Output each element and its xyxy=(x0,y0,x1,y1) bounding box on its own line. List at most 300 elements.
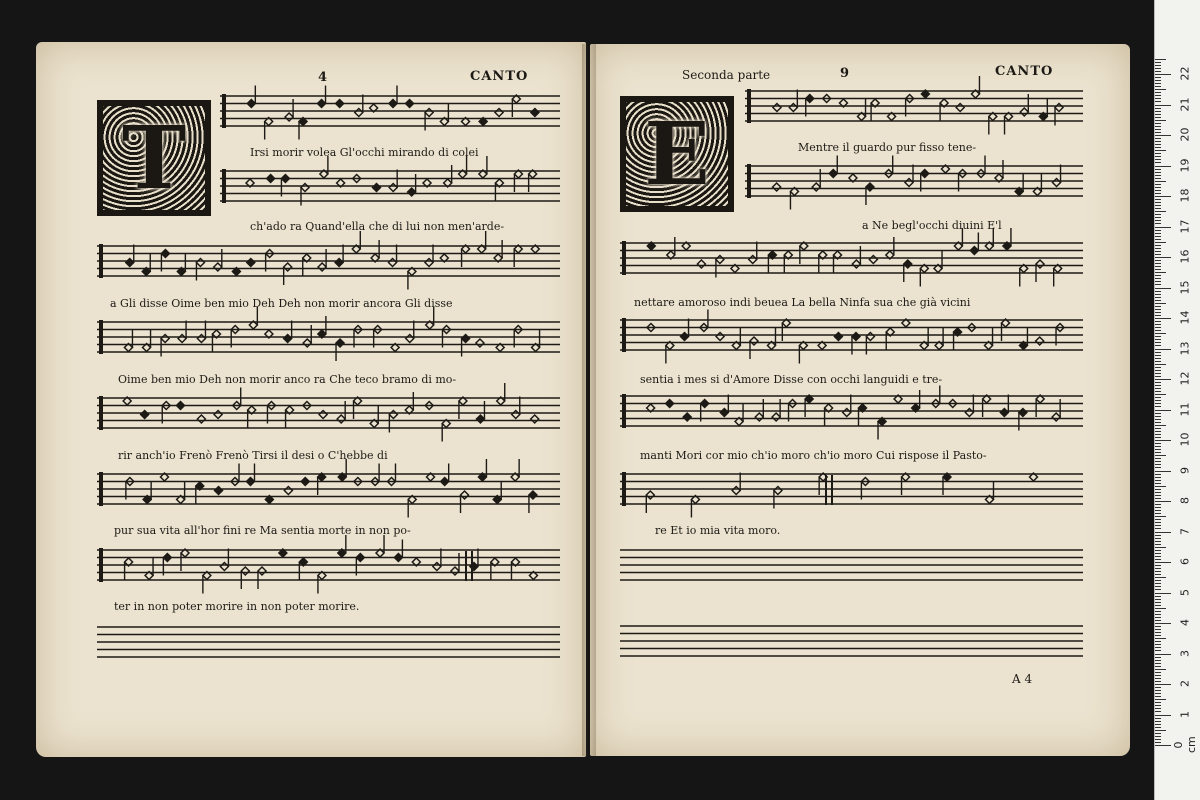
note-head xyxy=(701,400,709,408)
note-head xyxy=(406,100,414,108)
ruler-tick xyxy=(1155,242,1166,243)
clef-mark xyxy=(99,320,103,354)
measuring-ruler xyxy=(1154,0,1200,800)
note-head xyxy=(197,335,205,343)
note-head xyxy=(433,563,441,571)
ruler-tick xyxy=(1155,699,1166,700)
left-lyric-line-1: Irsi morir volea Gl'occhi mirando di colei xyxy=(250,146,479,159)
left-staff-3 xyxy=(97,231,560,290)
note-head xyxy=(905,179,913,187)
note-head xyxy=(161,335,169,343)
ruler-tick xyxy=(1155,336,1161,337)
ruler-tick xyxy=(1155,577,1166,578)
ruler-tick xyxy=(1155,138,1161,139)
ruler-tick xyxy=(1155,623,1171,624)
note-head xyxy=(531,415,539,423)
ruler-tick xyxy=(1155,559,1161,560)
clef-mark xyxy=(622,241,626,275)
ruler-tick xyxy=(1155,660,1161,661)
note-head xyxy=(1055,104,1063,112)
left-voice-title: CANTO xyxy=(470,69,529,84)
ruler-tick xyxy=(1155,406,1161,407)
ruler-tick xyxy=(1155,358,1161,359)
note-head xyxy=(284,335,292,343)
note-head xyxy=(389,184,397,192)
note-head xyxy=(773,183,781,191)
ruler-tick xyxy=(1155,370,1161,371)
ruler-tick xyxy=(1155,495,1161,496)
right-staff-2 xyxy=(745,156,1083,210)
ruler-tick xyxy=(1155,638,1166,639)
ruler-tick xyxy=(1155,394,1166,395)
left-staff-1 xyxy=(220,86,560,140)
ruler-tick xyxy=(1155,593,1171,594)
ruler-tick xyxy=(1155,239,1161,240)
note-head xyxy=(812,183,820,191)
ruler-tick xyxy=(1155,574,1161,575)
ruler-tick xyxy=(1155,132,1161,133)
ruler-tick xyxy=(1155,330,1161,331)
ruler-tick xyxy=(1155,425,1166,426)
left-lyric-line-7: ter in non poter morire in non poter morire. xyxy=(114,600,360,613)
ruler-tick xyxy=(1155,190,1161,191)
ruler-tick xyxy=(1155,108,1161,109)
ruler-label: 3 xyxy=(1178,649,1192,657)
note-head xyxy=(301,184,309,192)
ruler-label: 15 xyxy=(1178,280,1192,294)
ruler-tick xyxy=(1155,580,1161,581)
note-head xyxy=(425,259,433,267)
ruler-tick xyxy=(1155,589,1161,590)
ruler-tick xyxy=(1155,675,1161,676)
note-head xyxy=(732,487,740,495)
ruler-tick xyxy=(1155,208,1161,209)
ruler-tick xyxy=(1155,266,1161,267)
clef-mark xyxy=(99,396,103,430)
ruler-tick xyxy=(1155,275,1161,276)
note-head xyxy=(178,335,186,343)
ruler-tick xyxy=(1155,199,1161,200)
note-head xyxy=(284,263,292,271)
note-head xyxy=(408,188,416,196)
ruler-tick xyxy=(1155,284,1161,285)
left-lyric-line-6: pur sua vita all'hor fini re Ma sentia morte in non po- xyxy=(114,524,411,537)
ruler-label: 10 xyxy=(1178,432,1192,447)
clef-mark xyxy=(622,472,626,506)
ruler-label: 17 xyxy=(1178,219,1192,233)
note-head xyxy=(356,554,364,562)
ruler-tick xyxy=(1155,467,1161,468)
ruler-tick xyxy=(1155,565,1161,566)
ruler-tick xyxy=(1155,150,1166,151)
note-head xyxy=(284,487,292,495)
note-head xyxy=(646,491,654,499)
ruler-tick xyxy=(1155,535,1161,536)
note-head xyxy=(750,337,758,345)
note-head xyxy=(476,339,484,347)
ruler-tick xyxy=(1155,449,1161,450)
ruler-tick xyxy=(1155,736,1161,737)
ruler-label: 18 xyxy=(1178,188,1192,203)
ruler-tick xyxy=(1155,550,1161,551)
ruler-tick xyxy=(1155,77,1161,78)
note-head xyxy=(461,491,469,499)
ruler-tick xyxy=(1155,95,1161,96)
ruler-tick xyxy=(1155,141,1161,142)
note-head xyxy=(852,260,860,268)
left-staff-7 xyxy=(97,535,560,594)
note-head xyxy=(389,100,397,108)
note-head xyxy=(425,109,433,117)
ruler-tick xyxy=(1155,657,1161,658)
ruler-tick xyxy=(1155,178,1161,179)
ruler-tick xyxy=(1155,92,1161,93)
note-head xyxy=(335,259,343,267)
ruler-label: 9 xyxy=(1178,466,1192,474)
left-lyric-line-4: Oime ben mio Deh non morir anco ra Che teco bramo di mo- xyxy=(118,373,457,386)
ruler-tick xyxy=(1155,513,1161,514)
ruler-tick xyxy=(1155,480,1161,481)
ruler-label: 5 xyxy=(1178,588,1192,596)
note-head xyxy=(866,183,874,191)
ruler-tick xyxy=(1155,220,1161,221)
ruler-tick xyxy=(1155,230,1161,231)
ruler-tick xyxy=(1155,696,1161,697)
left-lyric-line-5: rir anch'io Frenò Frenò Tirsi il desi o C'hebbe di xyxy=(118,449,388,462)
ruler-tick xyxy=(1155,196,1171,197)
ruler-tick xyxy=(1155,172,1161,173)
ruler-tick xyxy=(1155,80,1161,81)
note-head xyxy=(1053,179,1061,187)
right-lyric-line-5: manti Mori cor mio ch'io moro ch'io moro Cui rispose il Pasto- xyxy=(640,449,987,462)
ruler-tick xyxy=(1155,702,1161,703)
note-head xyxy=(337,415,345,423)
ruler-tick xyxy=(1155,522,1161,523)
right-staff-1 xyxy=(745,76,1083,135)
note-head xyxy=(241,567,249,575)
note-head xyxy=(852,333,860,341)
note-head xyxy=(789,104,797,112)
ruler-tick xyxy=(1155,236,1161,237)
left-staff-6 xyxy=(97,459,560,518)
ruler-tick xyxy=(1155,339,1161,340)
note-head xyxy=(389,411,397,419)
ruler-tick xyxy=(1155,711,1161,712)
ruler-tick xyxy=(1155,291,1161,292)
ruler-tick xyxy=(1155,382,1161,383)
clef-mark xyxy=(222,169,226,203)
ruler-tick xyxy=(1155,739,1161,740)
right-staff-5 xyxy=(620,386,1083,440)
note-head xyxy=(303,339,311,347)
ruler-tick xyxy=(1155,278,1161,279)
ruler-tick xyxy=(1155,324,1161,325)
ruler-tick xyxy=(1155,626,1161,627)
ruler-tick xyxy=(1155,611,1161,612)
ruler-tick xyxy=(1155,162,1161,163)
ruler-tick xyxy=(1155,440,1171,441)
ruler-tick xyxy=(1155,74,1171,75)
ruler-tick xyxy=(1155,455,1166,456)
ruler-tick xyxy=(1155,379,1171,380)
ruler-tick xyxy=(1155,321,1161,322)
note-head xyxy=(683,413,691,421)
ruler-tick xyxy=(1155,556,1161,557)
ruler-tick xyxy=(1155,342,1161,343)
ruler-tick xyxy=(1155,83,1161,84)
ruler-tick xyxy=(1155,620,1161,621)
ruler-label: 20 xyxy=(1178,127,1192,142)
ruler-tick xyxy=(1155,705,1161,706)
note-head xyxy=(462,335,470,343)
right-staff-6 xyxy=(620,472,1083,518)
ruler-tick xyxy=(1155,59,1166,60)
right-staff-4 xyxy=(620,310,1083,364)
clef-mark xyxy=(622,394,626,428)
ruler-tick xyxy=(1155,385,1161,386)
left-staff-8 xyxy=(97,627,560,657)
note-head xyxy=(774,487,782,495)
ruler-tick xyxy=(1155,422,1161,423)
ruler-tick xyxy=(1155,345,1161,346)
ruler-tick xyxy=(1155,629,1161,630)
note-head xyxy=(389,259,397,267)
ruler-tick xyxy=(1155,202,1161,203)
ruler-tick xyxy=(1155,306,1161,307)
ruler-tick xyxy=(1155,248,1161,249)
ruler-tick xyxy=(1155,434,1161,435)
ruler-tick xyxy=(1155,602,1161,603)
note-head xyxy=(904,260,912,268)
note-head xyxy=(772,413,780,421)
ruler-tick xyxy=(1155,538,1161,539)
right-staff-8 xyxy=(620,626,1083,656)
clef-mark xyxy=(99,548,103,582)
clef-mark xyxy=(747,89,751,123)
ruler-tick xyxy=(1155,666,1161,667)
ruler-tick xyxy=(1155,525,1161,526)
ruler-tick xyxy=(1155,388,1161,389)
ruler-label: 1 xyxy=(1178,710,1192,718)
ruler-tick xyxy=(1155,742,1161,743)
right-lyric-line-2: a Ne begl'occhi diuini E'l xyxy=(862,219,1002,232)
ruler-tick xyxy=(1155,364,1166,365)
ruler-tick xyxy=(1155,715,1171,716)
ruler-tick xyxy=(1155,294,1161,295)
clef-mark xyxy=(622,318,626,352)
note-head xyxy=(197,415,205,423)
note-head xyxy=(970,247,978,255)
ruler-tick xyxy=(1155,300,1161,301)
right-lyric-line-4: sentia i mes si d'Amore Disse con occhi languidi e tre- xyxy=(640,373,943,386)
note-head xyxy=(215,487,223,495)
note-head xyxy=(318,263,326,271)
note-head xyxy=(773,104,781,112)
ruler-tick xyxy=(1155,507,1161,508)
ruler-label: 14 xyxy=(1178,310,1192,325)
initial-letter: E xyxy=(644,103,710,205)
ruler-tick xyxy=(1155,391,1161,392)
ruler-tick xyxy=(1155,397,1161,398)
ruler-tick xyxy=(1155,159,1161,160)
note-head xyxy=(319,411,327,419)
ruler-tick xyxy=(1155,730,1166,731)
ruler-tick xyxy=(1155,355,1161,356)
ruler-tick xyxy=(1155,318,1171,319)
ruler-tick xyxy=(1155,272,1166,273)
note-head xyxy=(956,104,964,112)
note-head xyxy=(716,256,724,264)
note-head xyxy=(301,478,309,486)
ruler-label: 19 xyxy=(1178,158,1192,172)
clef-mark xyxy=(747,164,751,198)
note-head xyxy=(176,402,184,410)
ruler-tick xyxy=(1155,333,1166,334)
ruler-label: 4 xyxy=(1178,619,1192,626)
note-head xyxy=(697,260,705,268)
ruler-tick xyxy=(1155,315,1161,316)
ruler-tick xyxy=(1155,309,1161,310)
note-head xyxy=(126,259,134,267)
ruler-tick xyxy=(1155,288,1171,289)
ruler-label: 0 cm xyxy=(1172,736,1198,753)
ruler-tick xyxy=(1155,474,1161,475)
ruler-tick xyxy=(1155,492,1161,493)
ruler-tick xyxy=(1155,681,1161,682)
ruler-tick xyxy=(1155,690,1161,691)
note-head xyxy=(834,333,842,341)
ruler-tick xyxy=(1155,416,1161,417)
ruler-tick xyxy=(1155,349,1171,350)
note-head xyxy=(451,567,459,575)
ruler-tick xyxy=(1155,62,1161,63)
ruler-tick xyxy=(1155,617,1161,618)
note-head xyxy=(531,109,539,117)
ruler-tick xyxy=(1155,117,1161,118)
ruler-tick xyxy=(1155,708,1161,709)
ruler-label: 2 xyxy=(1178,680,1192,687)
ruler-tick xyxy=(1155,650,1161,651)
ruler-tick xyxy=(1155,516,1166,517)
ruler-tick xyxy=(1155,260,1161,261)
ruler-tick xyxy=(1155,486,1166,487)
ruler-label: 7 xyxy=(1178,527,1192,535)
ruler-tick xyxy=(1155,443,1161,444)
ruler-tick xyxy=(1155,605,1161,606)
ruler-tick xyxy=(1155,254,1161,255)
left-staff-5 xyxy=(97,383,560,442)
note-head xyxy=(965,409,973,417)
note-head xyxy=(196,259,204,267)
ruler-tick xyxy=(1155,547,1166,548)
note-head xyxy=(869,256,877,264)
note-head xyxy=(716,333,724,341)
ruler-tick xyxy=(1155,263,1161,264)
right-lyric-line-1: Mentre il guardo pur fisso tene- xyxy=(798,141,977,154)
ruler-tick xyxy=(1155,71,1161,72)
note-head xyxy=(247,259,255,267)
left-lyric-line-3: a Gli disse Oime ben mio Deh Deh non morir ancora Gli disse xyxy=(110,297,453,310)
ruler-tick xyxy=(1155,175,1161,176)
ruler-tick xyxy=(1155,599,1161,600)
note-head xyxy=(372,184,380,192)
ruler-tick xyxy=(1155,352,1161,353)
note-head xyxy=(141,411,149,419)
ruler-tick xyxy=(1155,663,1161,664)
ruler-tick xyxy=(1155,111,1161,112)
ruler-tick xyxy=(1155,211,1166,212)
ruler-label: 6 xyxy=(1178,558,1192,565)
note-head xyxy=(1036,337,1044,345)
note-head xyxy=(247,100,255,108)
ruler-tick xyxy=(1155,413,1161,414)
ruler-tick xyxy=(1155,403,1161,404)
note-head xyxy=(163,554,171,562)
ruler-label: 13 xyxy=(1178,341,1192,355)
ruler-tick xyxy=(1155,373,1161,374)
ruler-tick xyxy=(1155,153,1161,154)
note-head xyxy=(1019,409,1027,417)
ruler-tick xyxy=(1155,489,1161,490)
ruler-tick xyxy=(1155,532,1171,533)
ruler-tick xyxy=(1155,501,1171,502)
ruler-tick xyxy=(1155,571,1161,572)
ruler-tick xyxy=(1155,586,1161,587)
clef-mark xyxy=(99,244,103,278)
ruler-tick xyxy=(1155,233,1161,234)
ruler-tick xyxy=(1155,614,1161,615)
ruler-tick xyxy=(1155,562,1171,563)
right-voice-title: CANTO xyxy=(995,64,1054,79)
note-head xyxy=(161,250,169,258)
ruler-tick xyxy=(1155,98,1161,99)
ruler-tick xyxy=(1155,251,1161,252)
note-head xyxy=(1052,413,1060,421)
note-head xyxy=(666,400,674,408)
note-head xyxy=(681,333,689,341)
note-head xyxy=(336,100,344,108)
ruler-tick xyxy=(1155,721,1161,722)
note-head xyxy=(829,170,837,178)
ruler-tick xyxy=(1155,303,1166,304)
right-page-number: 9 xyxy=(840,66,851,81)
ruler-label: 8 xyxy=(1178,497,1192,504)
ruler-tick xyxy=(1155,376,1161,377)
left-lyric-line-2: ch'ado ra Quand'ella che di lui non men'arde- xyxy=(250,220,505,233)
note-head xyxy=(1000,409,1008,417)
ruler-tick xyxy=(1155,105,1171,106)
ruler-tick xyxy=(1155,718,1161,719)
ruler-tick xyxy=(1155,147,1161,148)
ruler-tick xyxy=(1155,184,1161,185)
right-lyric-line-3: nettare amoroso indi beuea La bella Ninfa sua che già vicini xyxy=(634,296,971,309)
ruler-tick xyxy=(1155,437,1161,438)
note-head xyxy=(336,339,344,347)
right-staff-7 xyxy=(620,550,1083,580)
ruler-tick xyxy=(1155,156,1161,157)
left-page-number: 4 xyxy=(318,70,329,85)
clef-mark xyxy=(222,94,226,128)
ruler-tick xyxy=(1155,123,1161,124)
ruler-tick xyxy=(1155,257,1171,258)
ruler-tick xyxy=(1155,745,1171,746)
ruler-tick xyxy=(1155,166,1171,167)
ruler-tick xyxy=(1155,297,1161,298)
ruler-tick xyxy=(1155,541,1161,542)
note-head xyxy=(1020,108,1028,116)
right-staff-3 xyxy=(620,228,1083,287)
ruler-tick xyxy=(1155,452,1161,453)
